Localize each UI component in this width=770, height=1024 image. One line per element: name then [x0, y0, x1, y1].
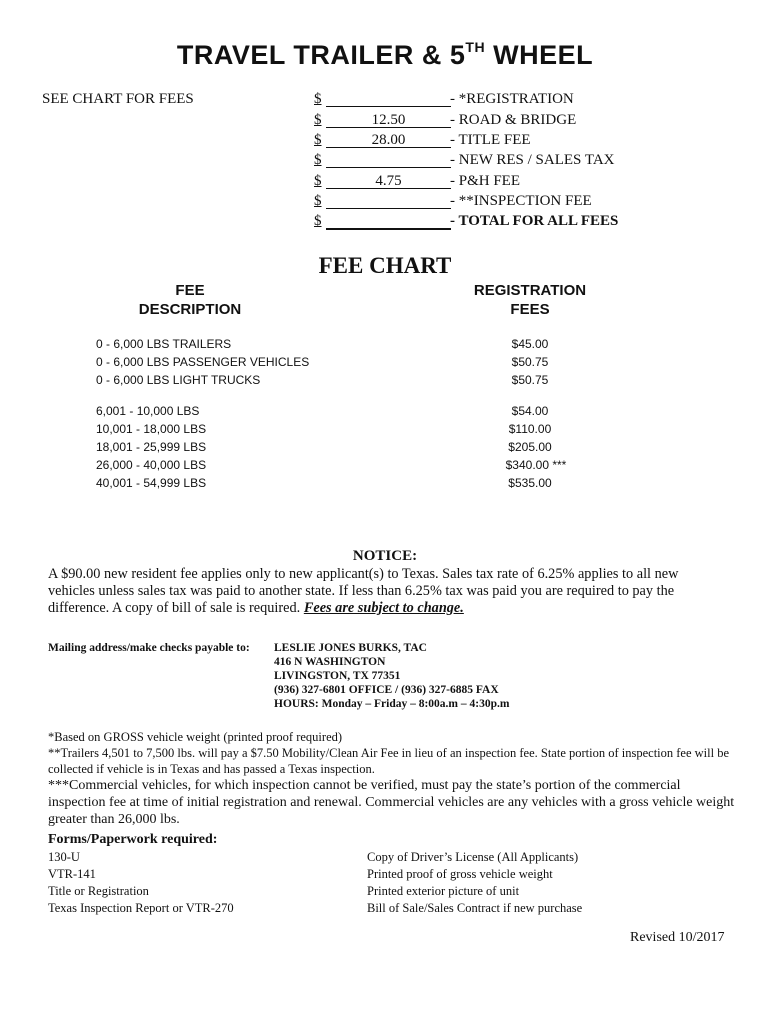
mailing-line: 416 N WASHINGTON	[274, 656, 386, 668]
fee-row-inspection	[314, 193, 644, 213]
title-main: TRAVEL TRAILER & 5	[176, 40, 466, 70]
mailing-line: HOURS: Monday – Friday – 8:00a.m – 4:30p.m	[274, 698, 510, 710]
table-row	[0, 420, 770, 438]
form-item: Printed proof of gross vehicle weight	[367, 867, 553, 881]
mailing-line: (936) 327-6801 OFFICE / (936) 327-6885 FAX	[274, 684, 499, 696]
fill-line	[326, 228, 451, 230]
table-row	[0, 371, 770, 389]
table-row	[0, 402, 770, 420]
column-header-fees	[460, 281, 600, 319]
title-end: WHEEL	[485, 40, 594, 70]
title-sup: TH	[465, 39, 486, 55]
fee-label: - *REGISTRATION	[450, 91, 574, 107]
fee-label: - ROAD & BRIDGE	[450, 112, 577, 128]
table-row	[0, 474, 770, 492]
table-row	[0, 353, 770, 371]
registration-fee: $110.00	[508, 422, 552, 436]
notice-emphasis: Fees are subject to change.	[303, 600, 464, 616]
forms-heading: Forms/Paperwork required:	[48, 832, 218, 847]
weight-description: 6,001 - 10,000 LBS	[96, 404, 200, 418]
column-header-line: FEES	[510, 301, 550, 318]
dollar-sign: $	[314, 213, 322, 229]
fee-amount: 28.00	[371, 132, 406, 148]
table-row	[0, 335, 770, 353]
column-header-line: DESCRIPTION	[138, 301, 242, 318]
fee-label: - TOTAL FOR ALL FEES	[450, 213, 619, 229]
weight-description: 0 - 6,000 LBS TRAILERS	[96, 337, 232, 351]
fee-row-sales-tax	[314, 152, 644, 172]
weight-description: 10,001 - 18,000 LBS	[96, 422, 207, 436]
fee-row-title	[314, 132, 644, 152]
fee-amount: 12.50	[371, 112, 406, 128]
registration-fee: $45.00	[511, 337, 549, 351]
footnote-commercial: ***Commercial vehicles, for which inspection cannot be verified, must pay the state’s portion of the commercial inspection fee at time of initial registration and renewal. Commercial vehicles are any vehicles with a gross vehicle weight greater than 26,000 lbs.	[48, 778, 735, 827]
fee-row-road-bridge	[314, 112, 644, 132]
weight-description: 0 - 6,000 LBS PASSENGER VEHICLES	[96, 355, 310, 369]
registration-fee: $205.00	[508, 440, 552, 454]
form-item: Title or Registration	[48, 884, 149, 898]
dollar-sign: $	[314, 112, 322, 128]
see-chart-note: SEE CHART FOR FEES	[42, 91, 194, 107]
notice-text: A $90.00 new resident fee applies only to new applicant(s) to Texas. Sales tax rate of 6.25% applies to all new vehicles unless sales tax was paid to another state. If less than 6.25% tax was paid you are required to pay the difference. A copy of bill of sale is required.	[48, 566, 679, 616]
form-item: 130-U	[48, 850, 80, 864]
notice-body	[48, 566, 728, 617]
registration-fee: $340.00 ***	[505, 458, 567, 472]
fee-chart-title: FEE CHART	[318, 253, 452, 278]
fee-label: - TITLE FEE	[450, 132, 531, 148]
weight-description: 26,000 - 40,000 LBS	[96, 458, 207, 472]
dollar-sign: $	[314, 193, 322, 209]
mailing-label: Mailing address/make checks payable to:	[48, 642, 250, 654]
mailing-line: LESLIE JONES BURKS, TAC	[274, 642, 427, 654]
fee-row-registration	[314, 91, 644, 111]
table-row	[0, 456, 770, 474]
registration-fee: $50.75	[511, 355, 549, 369]
dollar-sign: $	[314, 152, 322, 168]
registration-fee: $54.00	[511, 404, 549, 418]
form-item: Printed exterior picture of unit	[367, 884, 520, 898]
weight-description: 40,001 - 54,999 LBS	[96, 476, 207, 490]
weight-description: 18,001 - 25,999 LBS	[96, 440, 207, 454]
registration-fee: $50.75	[511, 373, 549, 387]
dollar-sign: $	[314, 132, 322, 148]
fill-line	[326, 106, 451, 107]
table-row	[0, 438, 770, 456]
column-header-line: FEE	[175, 282, 205, 299]
fee-row-total	[314, 213, 644, 233]
form-item: VTR-141	[48, 867, 96, 881]
fee-amount: 4.75	[375, 173, 402, 189]
page-title	[0, 40, 770, 71]
dollar-sign: $	[314, 173, 322, 189]
form-item: Bill of Sale/Sales Contract if new purchase	[367, 901, 583, 915]
revision-date: Revised 10/2017	[630, 930, 725, 945]
column-header-line: REGISTRATION	[473, 282, 587, 299]
forms-left-list	[48, 849, 234, 917]
footnote-trailers: **Trailers 4,501 to 7,500 lbs. will pay a $7.50 Mobility/Clean Air Fee in lieu of an inspection fee. State portion of inspection fee will be collected if vehicle is in Texas and has passed a Texas inspection.	[48, 746, 730, 776]
fee-label: - P&H FEE	[450, 173, 521, 189]
form-item: Texas Inspection Report or VTR-270	[48, 901, 234, 915]
fee-label: - NEW RES / SALES TAX	[450, 152, 615, 168]
fill-line	[326, 208, 451, 209]
fee-row-ph	[314, 173, 644, 193]
column-header-description	[120, 281, 260, 319]
mailing-line: LIVINGSTON, TX 77351	[274, 670, 401, 682]
dollar-sign: $	[314, 91, 322, 107]
fee-label: - **INSPECTION FEE	[450, 193, 592, 209]
fill-line	[326, 167, 451, 168]
notice-heading: NOTICE:	[352, 548, 418, 564]
forms-right-list	[367, 849, 582, 917]
mailing-address	[274, 641, 509, 711]
registration-fee: $535.00	[508, 476, 552, 490]
weight-description: 0 - 6,000 LBS LIGHT TRUCKS	[96, 373, 261, 387]
form-item: Copy of Driver’s License (All Applicants)	[367, 850, 579, 864]
footnote-gross-weight: *Based on GROSS vehicle weight (printed proof required)	[48, 730, 343, 744]
